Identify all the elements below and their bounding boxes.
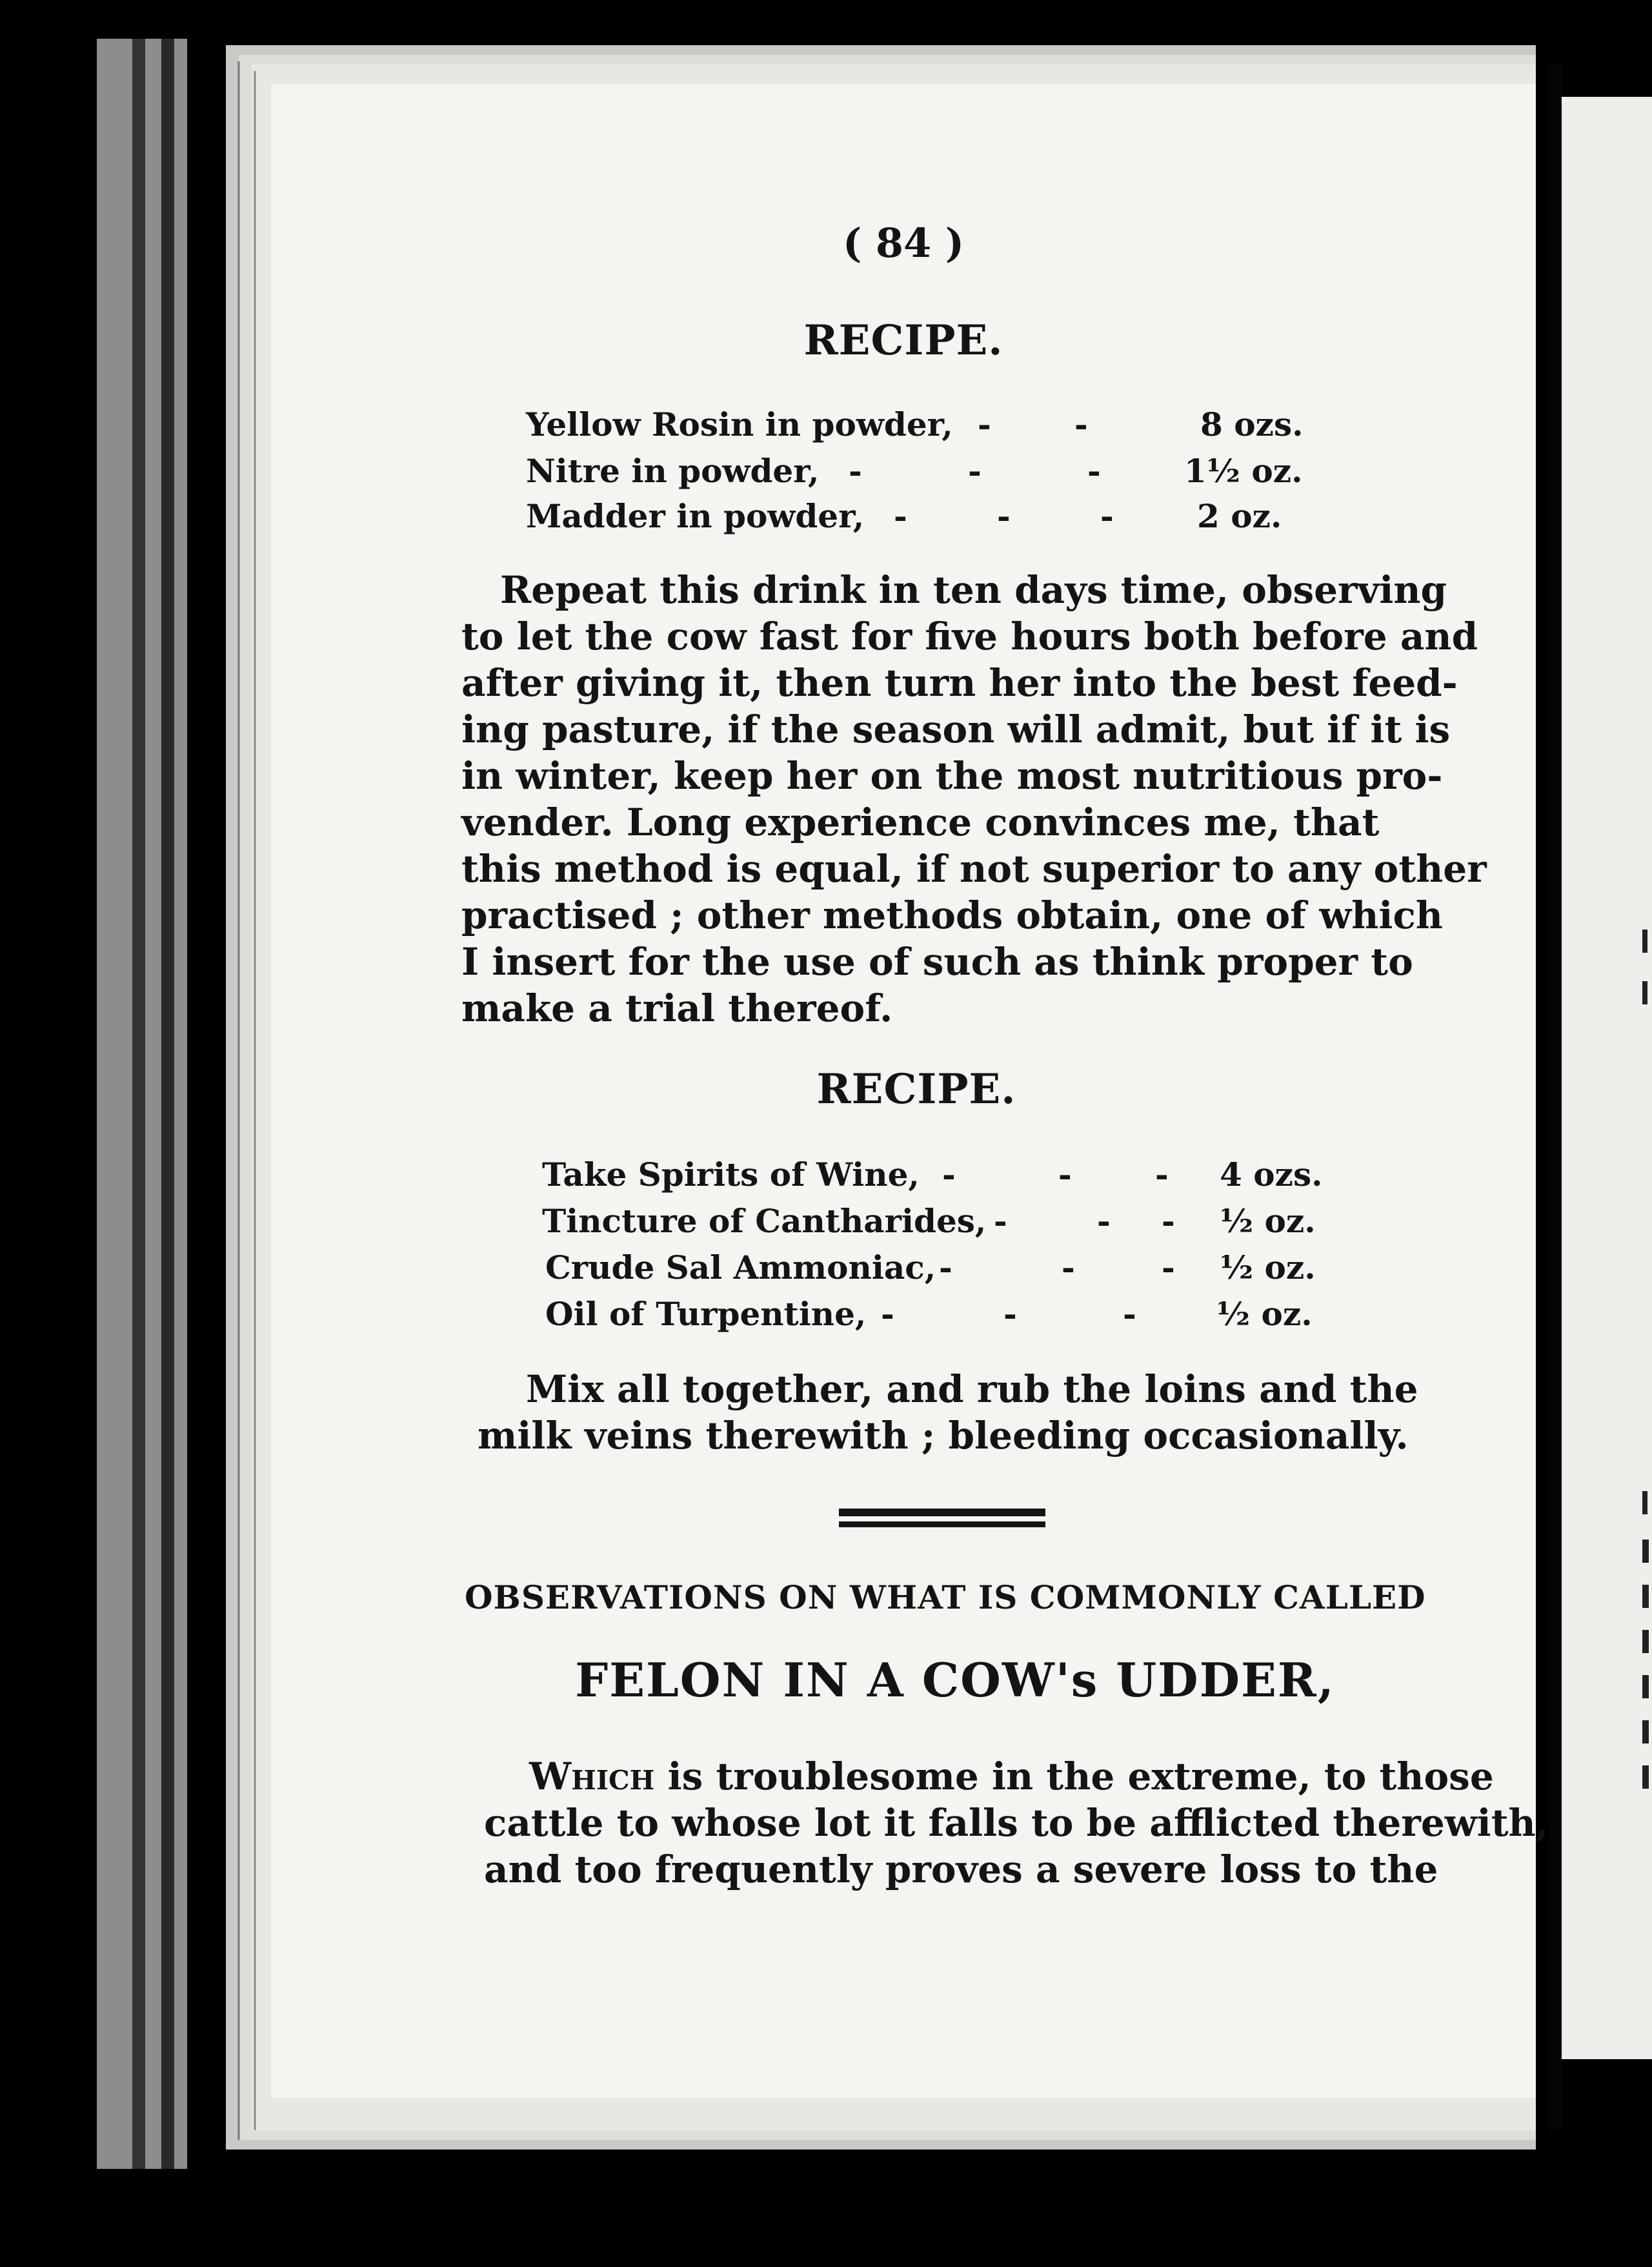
recipe-row xyxy=(542,1155,1323,1194)
recipe-dot: - xyxy=(942,1155,956,1194)
paragraph-line: milk veins therewith ; bleeding occasionally. xyxy=(478,1414,1409,1458)
page-number: ( 84 ) xyxy=(842,219,965,267)
drop-word: Which xyxy=(529,1754,655,1798)
recipe-dot: - xyxy=(894,497,907,535)
recipe-row xyxy=(545,1295,1320,1334)
recipe-row xyxy=(542,1202,1316,1241)
recipe-dot: - xyxy=(1087,452,1101,490)
recipe-dot: - xyxy=(968,452,982,490)
recipe-dot: - xyxy=(1097,1202,1111,1240)
paragraph-line: Mix all together, and rub the loins and the xyxy=(526,1367,1418,1411)
paragraph-line-rest: is troublesome in the extreme, to those xyxy=(667,1754,1494,1798)
recipe-dot: - xyxy=(1162,1202,1175,1240)
paragraph-line: to let the cow fast for five hours both before and xyxy=(461,615,1478,658)
recipe-ingredient: Oil of Turpentine, xyxy=(545,1295,867,1333)
recipe-heading: RECIPE. xyxy=(803,316,1003,365)
recipe-row xyxy=(526,497,1300,536)
paragraph-line: vender. Long experience convinces me, that xyxy=(461,800,1380,844)
paragraph-line: make a trial thereof. xyxy=(461,986,893,1030)
recipe-ingredient: Madder in powder, xyxy=(526,497,865,535)
recipe-quantity: ½ oz. xyxy=(1216,1295,1313,1333)
recipe-dot: - xyxy=(997,497,1011,535)
recipe-quantity: 1½ oz. xyxy=(1184,452,1303,490)
recipe-quantity: 8 ozs. xyxy=(1200,405,1304,443)
recipe-dot: - xyxy=(994,1202,1007,1240)
recipe-dot: - xyxy=(1162,1248,1175,1286)
recipe-dot: - xyxy=(1058,1155,1072,1194)
recipe-ingredient: Nitre in powder, xyxy=(526,452,820,490)
recipe-dot: - xyxy=(1074,405,1088,443)
recipe-row xyxy=(526,405,1304,444)
paragraph-line xyxy=(529,1754,1494,1798)
felon-heading: FELON IN A COW's UDDER, xyxy=(575,1652,1335,1707)
paragraph-line: cattle to whose lot it falls to be afflicted therewith, xyxy=(484,1801,1549,1845)
recipe-ingredient: Yellow Rosin in powder, xyxy=(526,405,953,443)
paragraph-line: ing pasture, if the season will admit, but if it is xyxy=(461,707,1451,751)
paragraph-line: this method is equal, if not superior to any other xyxy=(461,847,1487,891)
recipe-heading: RECIPE. xyxy=(816,1065,1016,1113)
paragraph-line: and too frequently proves a severe loss to the xyxy=(484,1847,1438,1891)
recipe-quantity: ½ oz. xyxy=(1220,1202,1316,1240)
recipe-dot: - xyxy=(1062,1248,1075,1286)
recipe-quantity: 2 oz. xyxy=(1197,497,1282,535)
paragraph-line: after giving it, then turn her into the best feed- xyxy=(461,661,1458,705)
recipe-dot: - xyxy=(1100,497,1114,535)
recipe-quantity: 4 ozs. xyxy=(1220,1155,1323,1194)
recipe-ingredient: Take Spirits of Wine, xyxy=(542,1155,920,1194)
recipe-ingredient: Tincture of Cantharides, xyxy=(542,1202,987,1240)
paragraph-line: in winter, keep her on the most nutritious pro- xyxy=(461,754,1443,798)
recipe-row xyxy=(545,1248,1320,1287)
recipe-dot: - xyxy=(939,1248,952,1286)
recipe-dot: - xyxy=(1123,1295,1136,1333)
recipe-ingredient: Crude Sal Ammoniac, xyxy=(545,1248,936,1286)
recipe-dot: - xyxy=(1003,1295,1017,1333)
paragraph-line: I insert for the use of such as think proper to xyxy=(461,940,1413,984)
recipe-dot: - xyxy=(978,405,991,443)
section-divider xyxy=(839,1507,1045,1530)
paragraph-line: Repeat this drink in ten days time, observing xyxy=(500,568,1447,612)
recipe-quantity: ½ oz. xyxy=(1220,1248,1316,1286)
recipe-dot: - xyxy=(1155,1155,1169,1194)
observations-heading: OBSERVATIONS ON WHAT IS COMMONLY CALLED xyxy=(465,1578,1426,1616)
paragraph-line: practised ; other methods obtain, one of which xyxy=(461,893,1443,937)
recipe-dot: - xyxy=(849,452,862,490)
recipe-dot: - xyxy=(881,1295,894,1333)
recipe-row xyxy=(526,452,1303,491)
